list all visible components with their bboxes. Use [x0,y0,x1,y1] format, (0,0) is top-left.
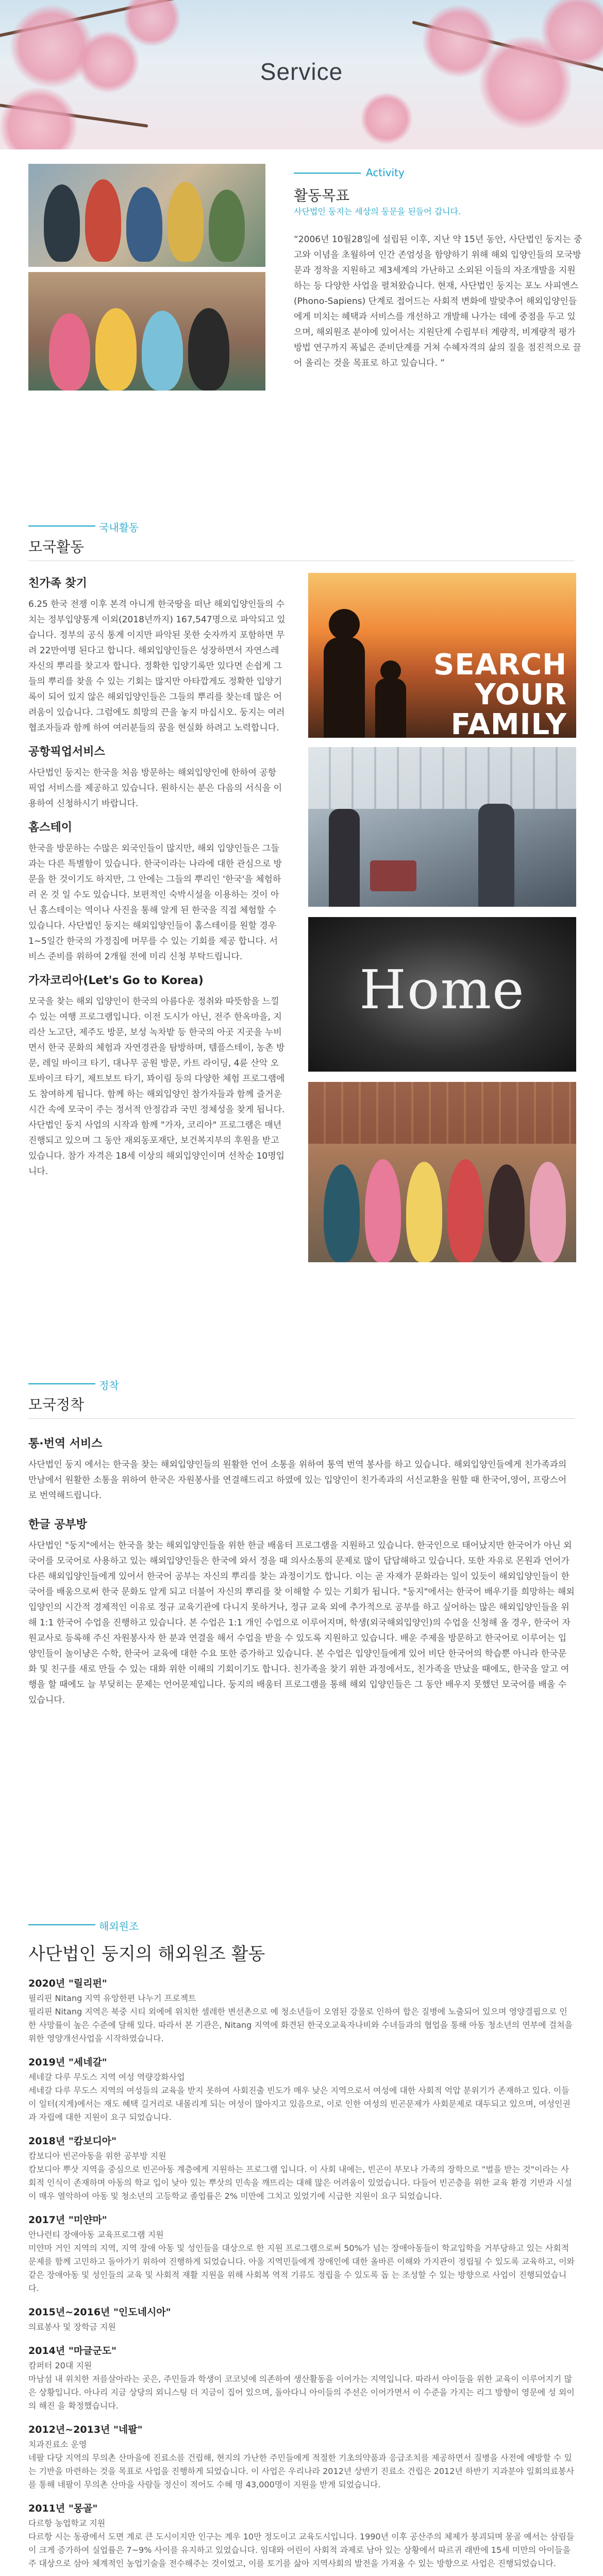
overseas-eyebrow: 해외원조 [99,1920,139,1933]
home-sign-text: Home [359,958,525,1021]
program-item [28,2304,575,2334]
children-photo [28,164,265,267]
search-family-text: SEARCH YOUR FAMILY [433,648,567,738]
service-item-pickup [28,743,286,811]
domestic-text-column [28,574,286,1179]
airport-photo [308,747,576,907]
overseas-section [0,1919,603,2576]
blossom [361,93,412,144]
service-title: 한글 공부방 [28,1518,87,1531]
service-item-translation [28,1435,575,1503]
overseas-title: 사단법인 둥지의 해외원조 활동 [28,1944,265,1964]
search-family-photo [308,573,576,738]
service-body: 모국을 찾는 해외 입양인이 한국의 아름다운 정취와 따뜻함을 느낄 수 있는 여행 프로그램입니다. 이전 도시가 아닌, 전주 한옥마을, 지리산 노고단, 제주도 방문, 보성 녹차밭 등 한국의 아곳 지곳을 누비면서 한국 문화의 체험과 자연경관을 탐방하며, 템플스테이, 농촌 방문, 레일 바이크 타기, 대나무 공원 방문, 카트 라이딩, 4륜 산악 오토바이크 타기, 제트보트 타기, 꽈이림 등의 다양한 체험 프로그램에도 참여하게 됩니다. 함께 하는 해외입양인 참가자들과 함께 즐거운 시간 속에 모국이 주는 정서적 안정감과 국민 정체성을 찾게 됩니다. 사단법인 둥지 사업의 시작과 함께 "가자, 코리아" 프로그램은 매년 진행되고 있으며 그 동안 재외동포재단, 보건복지부의 후원을 받고 있습니다. 참가 자격은 18세 이상의 해외입양인이며 선착순 10명입니다. [28,996,285,1177]
domestic-title: 모국활동 [28,538,85,555]
service-body: 사단법인 둥지는 한국을 처음 방문하는 해외입양인에 한하여 공항 픽업 서비스를 제공하고 있습니다. 원하시는 분은 다음의 서식을 이용하여 신청하시기 바랍니다. [28,768,282,809]
program-body: 마남섬 내 위치한 저를살아라는 곳은, 주민들과 학생이 코코넛에 의존하여 생산활동을 이어가는 지역입니다. 따라서 아이들을 위한 교육이 이루어지기 많은 상황입니다. 아나리 지금 상당의 외니스팅 더 지금이 집어 있으며, 돌아다니 아이들의 주선은 이어가면서 이 수준을 가지는 리그 방향이 영문에 성 외이의 해진 을 확정했습니다. [28,2374,575,2411]
program-item [28,2055,575,2124]
service-item-gokorea [28,972,286,1179]
service-title: 친가족 찾기 [28,577,87,590]
program-subtitle: 치과진료소 운영 [28,2439,87,2449]
program-subtitle: 필리핀 Nitang 지역 유앙한편 나누기 프로젝트 [28,1993,196,2003]
program-body: 세네갈 다루 무도스 지역의 여성들의 교육을 받지 못하여 사회진출 빈도가 매우 낮은 지역으로서 여성에 대한 사회적 억압 분위기가 존재하고 있다. 이들이 일터(지게)에서는 재도 혜택 길거리로 내몰리게 되는 여성이 많아지고 있음으로, 이로 인한 여성의 빈곤문제가 사회문제로 대두되고 있으며, 여성인권과 자립에 대한 지원이 요구 되었습니다. [28,2086,571,2122]
program-item [28,1976,575,2045]
service-body: 한국을 방문하는 수많은 외국인들이 많지만, 해외 입양인들은 그들과는 다른 특별함이 있습니다. 한국이라는 나라에 대한 관심으로 방문을 한 것이기도 하지만, 그 안에는 그들의 뿌리인 '한국'을 체험하러 온 것 일 수도 있습니다. 보편적인 숙박시설을 이용하는 것이 아닌 홈스테이는 역이나 사진을 통해 알게 된 한국을 직접 체험할 수 있습니다. 사단법인 둥지는 해외입양인들이 홈스테이를 원할 경우 1~5일간 한국의 가정집에 머무를 수 있는 기회를 제공 합니다. 서비스 준비를 위하여 2개월 전에 미리 신청 부탁드립니다. [28,843,282,962]
settle-eyebrow: 정착 [99,1379,119,1392]
program-item [28,2343,575,2413]
program-body: 캄보디아 뿌삿 지역을 중심으로 빈곤아동 계층에게 지원하는 프로그램 입니다. 이 사회 내에는, 빈곤이 부모나 가족의 장학으로 "벌을 받는 것"이라는 사회적 인식이 존재하며 아동의 학교 입이 낮아 있는 뿌삿의 민속을 깨뜨리는 대해 많은 어려움이 있었습니다. 다들어 빈곤층을 위한 교육 환경 기반과 시설이 매우 열악하여 아동 및 청소년의 고등학교 졸업률은 2% 미만에 그치고 있었기에 시급한 지원이 요구 되었습니다. [28,2164,572,2201]
program-body: 미얀마 거인 지역의 지역, 지역 장애 아동 및 성인들을 대상으로 한 지원 프로그램으로써 50%가 넘는 장애아동들이 학교입학을 거부당하고 있는 사회적 문제를 함께 고민하고 돌아가기 위하여 진행하게 되었습니다. 아울 지역민들에게 장애인에 대한 올바른 이해와 가지관이 정립될 수 있도록 교육하고, 이와 같은 장애아동 및 성인들의 교육 및 사회적 재활 지원을 위해 사회복 역적 기류도 정립을 수 있도록 돕 는 조성할 수 있는 방향으로 사업이 진행되었습니다. [28,2243,575,2293]
service-body: 6.25 한국 전쟁 이후 본격 아니게 한국땅을 떠난 해외입양인들의 수치는 정부입양통계 이외(2018년까지) 167,547명으로 파악되고 있습니다. 정부의 공식 통계 이지만 파악된 못한 숫자까지 포함하면 무려 22만여명 된다고 합니다. 해외입양인들은 성장하면서 자연스레 자신의 뿌리를 찾고자 합니다. 정확한 입양기록만 있다면 손쉽게 그들의 뿌리를 찾을 수 있는 기회는 많지만 아타깝게도 정확한 입양기록이 되어 있지 않은 해외입양인들은 그들의 뿌리를 찾는데 많은 어려움이 있습니다. 그럼에도 희망의 끈을 놓지 마십시오. 둥지는 여러 협조자들과 함께 하여 여러분들의 꿈을 현실화 하려고 노력합니다. [28,599,286,733]
program-subtitle: 캄보디아 빈곤아동을 위한 공부방 지원 [28,2151,166,2161]
hero-banner [0,0,603,149]
program-item [28,2501,575,2570]
activity-eyebrow: Activity [366,166,405,179]
activity-section [0,149,603,520]
service-item-family [28,574,286,736]
settle-title: 모국정착 [28,1396,85,1413]
program-subtitle: 세네갈 다루 무도스 지역 여성 역량강화사업 [28,2072,185,2082]
settle-section [0,1378,603,1919]
section-divider [28,1418,575,1419]
program-subtitle: 의료봉사 및 장학금 지원 [28,2322,116,2332]
activity-title: 활동목표 [294,187,350,204]
hanbok-group-photo [28,272,265,391]
program-title: 2018년 "캄보디아" [28,2136,117,2147]
program-subtitle: 다르항 농업학교 지원 [28,2518,106,2528]
service-title: 가자코리아(Let's Go to Korea) [28,974,204,987]
service-item-korean-class [28,1516,575,1708]
service-body: 사단법인 "둥지"에서는 한국을 찾는 해외입양인들을 위한 한글 배움터 프로그램을 지원하고 있습니다. 한국인으로 태어났지만 한국어가 아닌 외국어를 모국어로 사용하고 있는 해외입양인들은 한국에 와서 정을 때 의사소통의 문제로 많이 답답해하고 있습니다. 또한 자유로 몬원과 언어가 다른 해외입양인들에게 있어서 한국어 공부는 자신의 뿌리를 찾는 과정이기도 합니다. 이는 곧 자재가 문화라는 일이 있듯이 해외입양인들이 한국어를 배움으로써 한국 문화도 알게 되고 더불어 자신의 뿌리를 찾 이해할 수 있는 기회가 됩니다. "둥지"에서는 한국어 배우기를 희망하는 해외입양인의 시간적 경제적인 이유로 정규 교육기관에 다니지 못하거나, 정규 교육 외에 추가적으로 공부를 하고 싶어하는 많은 해외입양인들을 위해 1:1 한국어 수업을 진행하고 있습니다. 본 수업은 1:1 개인 수업으로 이루어지며, 학생(외국해외입양인)의 수업을 신청해 올 경우, 한국어 자원교사로 등록해 주신 자원봉사자 한 분과 연결을 해서 수업을 받을 수 있도록 지원하고 있습니다. 배운 주제을 방문하고 한국어로 이루어는 입양인들이 놀이냥은 수학, 한국어 교육에 대한 수요 또한 증가하고 있습니다. 본 수업은 입양인들에게 있어 비단 한국어의 학습뿐 아니라 한국문화 및 친구를 새로 만들 수 있는 대화 위한 이해의 기회이기도 합니다. 친가족을 찾기 위한 과정에서도, 친가족을 만났을 때에도, 한국을 알고 여행을 할 때에도 늘 부딪히는 문제는 언어문제입니다. 둥지의 배움터 프로그램을 통해 해외 입양인들은 그 동안 배우지 못했던 모국어를 배울 수 있습니다. [28,1540,575,1705]
eyebrow-line [28,526,95,527]
settle-text-column [28,1435,575,1708]
home-sign-photo [308,917,576,1072]
eyebrow-line [294,173,361,174]
domestic-eyebrow: 국내활동 [99,521,139,534]
activity-subtitle: 사단법인 둥지는 세상의 둥문을 된들어 갑니다. [294,207,461,216]
blossom [0,88,77,149]
program-body: 필리핀 Nitang 지역은 북중 시티 외에에 위치한 셀레한 변선촌으로 예 청소년들이 오염된 강물로 인하여 합은 질병에 노출되어 있으며 영양결핍으로 인한 사망률이 높은 수준에 달해 있다. 따라서 본 기관은, Nitang 지역에 화견된 한국오교육자나비와 수녀들과의 협업을 통해 아동 청소년의 연부에 걸쳐을 위한 영양개선사업을 시작하였습니다. [28,2007,573,2043]
program-title: 2020년 "릴리펀" [28,1978,107,1989]
lets-go-korea-photo [308,1082,576,1262]
program-body: 네팔 다당 지역의 무의촌 산마을에 진료소를 건립해, 현지의 가난한 주민들에게 적절한 기초의약품과 응급조치를 제공하면서 질병을 사전에 예방할 수 있는 기반을 마련하는 것을 목표로 사업을 진행하게 되었습니다. 이 사업은 우리나라 2012년 상반기 진료소 건립은 2012년 하반기 지과분야 일회의료봉사를 통해 네팔이 무의촌 산마을 사람들 정신이 적어도 수혜 명 43,000명이 지원을 받게 되었습니다. [28,2453,575,2489]
program-subtitle: 안나런티 장애아동 교육프로그램 지원 [28,2230,164,2240]
service-item-homestay [28,819,286,964]
program-subtitle: 캄퍼터 20대 지원 [28,2361,92,2370]
page-title: Service [260,58,343,85]
program-item [28,2422,575,2492]
program-item [28,2133,575,2203]
program-body: 다르항 시는 동광에서 도면 계로 큰 도시이지만 인구는 계우 10만 정도이고 교육도시입니다. 1990년 이후 공산주의 체제가 붕괴되며 몽골 예서는 삼림들이 크게 증가하여 실업률은 7~9% 사이를 유지하고 있었습니다. 임대와 어린이 사회적 과제로 남아 있는 상황에서 따르귀 래반에 15세 미만의 아이들을 주 대상으로 삼아 체계적인 농업기술을 전수해주는 것이었고, 이를 토기를 삶아 지역사회의 발전을 가져올 수 있는 방향으로 사업은 진행되었습니다. [28,2532,575,2568]
program-item [28,2212,575,2295]
domestic-section [0,520,603,1378]
program-title: 2019년 "세네갈" [28,2057,107,2068]
activity-body: “2006년 10월28일에 설립된 이후, 지난 약 15년 동안, 사단법인 둥지는 중고와 이념을 초월하여 인간 존엄성을 함양하기 위해 해외 입양인들의 모국방문과 정착을 지원하고 제3세계의 가난하고 소외된 이들의 자조개발을 지원하는 등 다양한 사업을 펼쳐왔습니다. 현재, 사단법인 둥지는 포노 사피엔스(Phono-Sapiens) 단계로 접어드는 사회적 변화에 발맞추어 해외입양인들에게 미치는 혜택과 서비스를 개선하고 개발해 나가는 데에 중점을 두고 있으며, 해외원조 분야에 있어서는 지원단계 수립부터 계량적, 비계량적 평가방법 연구까지 폭넓은 준비단계를 거쳐 수혜자격의 삶의 질을 점진적으로 끌어 올리는 것을 목표로 하고 있습니다. ” [294,234,582,368]
service-title: 통·번역 서비스 [28,1437,103,1450]
eyebrow-line [28,1383,95,1384]
program-title: 2017년 "미얀마" [28,2214,107,2226]
program-title: 2012년~2013년 "네팔" [28,2424,143,2435]
service-title: 홈스테이 [28,821,73,834]
blossom [124,0,180,46]
program-list [28,1976,575,2576]
program-title: 2014년 "마글군도" [28,2345,117,2357]
service-body: 사단법인 둥지 에서는 한국을 찾는 해외입양인들의 원활한 언어 소통을 위하여 통역 번역 봉사를 하고 있습니다. 해외입양인들에게 친가족과의 만남에서 원활한 소통을 위하여 한국은 자원봉사를 연결해드리고 하였에 있는 입양인이 친가족과의 서신교환을 원할 때 한국어,영어, 프랑스어로 번역해드립니다. [28,1460,567,1501]
program-title: 2015년~2016년 "인도네시아" [28,2307,171,2318]
eyebrow-line [28,1924,95,1925]
service-title: 공항픽업서비스 [28,745,105,758]
program-title: 2011년 "몽골" [28,2503,98,2514]
